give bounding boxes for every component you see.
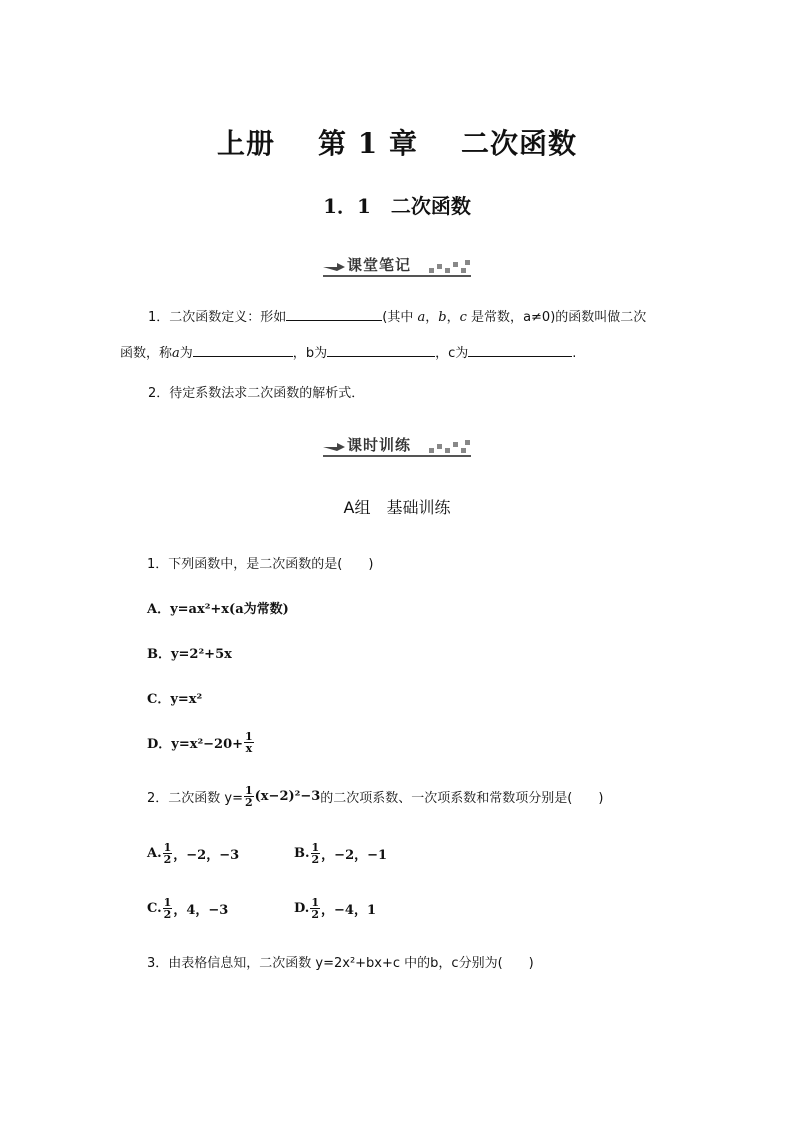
arrow-icon [323,259,345,271]
blank-b[interactable] [327,342,435,357]
note-1: 1．二次函数定义：形如 (其中 a，b，c 是常数，a≠0)的函数叫做二次 函数，称a为 ，b为 ，c为 . [120,306,680,364]
question-2-stem: 2．二次函数 y= $\frac{1}{2}$ (x−2)²−3的二次项系数、一次项系数和常数项分别是( ) [147,784,604,809]
question-2-option-a[interactable]: A. $\frac{1}{2}$ ，−2，−3 [147,841,240,866]
blank-c[interactable] [468,342,572,357]
question-1-option-a[interactable]: A．y=ax²+x(a为常数) [147,602,289,617]
question-1-option-b[interactable]: B．y=2²+5x [147,647,232,662]
blank-a[interactable] [193,342,293,357]
question-2-option-d[interactable]: D. $\frac{1}{2}$ ，−4，1 [294,896,376,921]
question-1-stem: 1．下列函数中，是二次函数的是( ) [147,557,374,572]
question-1-option-d[interactable]: D．y=x²−20+ $\frac{1}{x}$ [147,730,253,755]
group-title: A组 基础训练 [343,498,451,517]
banner-label: 课堂笔记 [347,256,412,274]
blank-form[interactable] [286,306,382,321]
banner-exercises [323,434,473,456]
question-3-stem: 3．由表格信息知，二次函数 y=2x²+bx+c 中的b，c分别为( ) [147,956,534,971]
note-2: 2．待定系数法求二次函数的解析式． [148,386,365,401]
question-1-option-c[interactable]: C．y=x² [147,692,203,707]
question-2-option-b[interactable]: B. $\frac{1}{2}$ ，−2，−1 [294,841,388,866]
chapter-title: 上册 第 1 章 二次函数 [216,127,578,160]
banner-label: 课时训练 [347,436,412,454]
banner-class-notes [323,254,473,276]
section-title: 1．1 二次函数 [323,194,471,218]
arrow-icon [323,439,345,451]
question-2-option-c[interactable]: C. $\frac{1}{2}$ ，4，−3 [147,896,229,921]
